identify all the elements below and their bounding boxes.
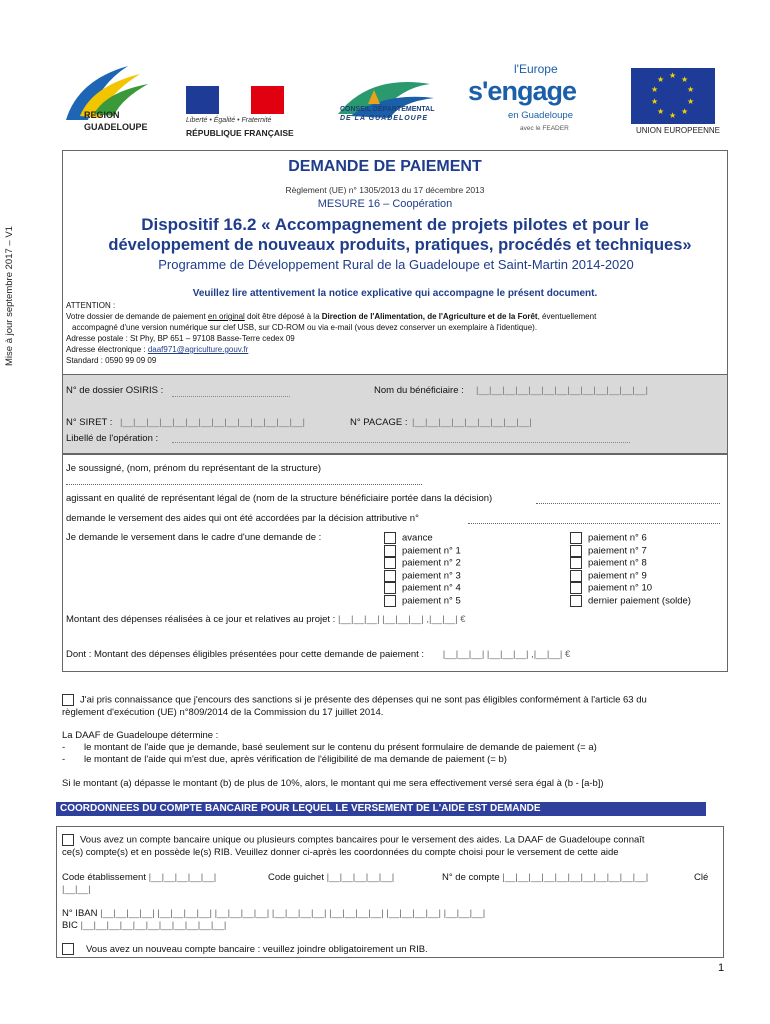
option-paiement-9[interactable]: paiement n° 9 [570, 570, 691, 583]
pacage-field[interactable]: |__|__|__|__|__|__|__|__|__| [412, 417, 532, 428]
attention-title: ATTENTION : [66, 301, 116, 310]
option-paiement-4[interactable]: paiement n° 4 [384, 582, 461, 595]
code-guichet-label: Code guichet |__|__|__|__|__| [268, 872, 395, 883]
bic-field[interactable]: |__|__|__|__|__|__|__|__|__|__|__| [80, 920, 227, 931]
programme-text: Programme de Développement Rural de la Guadeloupe et Saint-Martin 2014-2020 [158, 257, 634, 272]
regulation-text: Règlement (UE) n° 1305/2013 du 17 décembre 2013 [285, 185, 485, 195]
libelle-label: Libellé de l'opération : [66, 433, 159, 444]
checkbox[interactable] [384, 582, 396, 594]
dispositif-line2: développement de nouveaux produits, pratiques, procédés et techniques» [108, 236, 692, 254]
name-field[interactable] [66, 484, 422, 485]
europe-line3: en Guadeloupe [508, 110, 573, 121]
region-line1: REGION [84, 110, 120, 120]
daaf-block [62, 730, 730, 766]
attention-standard: Standard : 0590 99 09 09 [66, 356, 157, 365]
conseil-line1: CONSEIL DÉPARTEMENTAL [340, 106, 435, 113]
bank-unique-line2: ce(s) compte(s) et en possède le(s) RIB. Veuillez donner ci-après les coordonnées du compte choisi pour le versement de cette aide [62, 846, 619, 858]
amount1-label: Montant des dépenses réalisées à ce jour et relatives au projet : [66, 614, 336, 625]
rule-text: Si le montant (a) dépasse le montant (b) de plus de 10%, alors, le montant qui me sera effectivement versé sera égal à (b - [a-b]) [62, 778, 604, 789]
bic-row: BIC |__|__|__|__|__|__|__|__|__|__|__| [62, 920, 227, 931]
attention-block [66, 300, 726, 366]
checkbox[interactable] [570, 582, 582, 594]
checkbox[interactable] [570, 545, 582, 557]
option-paiement-10[interactable]: paiement n° 10 [570, 582, 691, 595]
code-guichet-field[interactable]: |__|__|__|__|__| [326, 872, 395, 883]
amount2-field[interactable]: |__|__|__| |__|__|__| ,|__|__| € [442, 649, 571, 660]
amount1-row [66, 614, 466, 626]
europe-line4: avec le FEADER [520, 125, 569, 132]
republique-name: RÉPUBLIQUE FRANÇAISE [186, 128, 294, 138]
code-etab-field-cont[interactable]: |__|__| [62, 884, 91, 895]
sanctions-line2: règlement d'exécution (UE) n°809/2014 de la Commission du 17 juillet 2014. [62, 706, 384, 718]
checkbox[interactable] [384, 545, 396, 557]
page-title: DEMANDE DE PAIEMENT [288, 158, 482, 175]
checkbox[interactable] [384, 557, 396, 569]
siret-label: N° SIRET : [66, 417, 113, 428]
checkbox[interactable] [570, 595, 582, 607]
option-paiement-1[interactable]: paiement n° 1 [384, 545, 461, 558]
europe-line1: l'Europe [514, 62, 558, 76]
siret-field[interactable]: |__|__|__|__|__|__|__|__|__|__|__|__|__|__| [120, 417, 305, 428]
checkbox[interactable] [62, 943, 74, 955]
libelle-field[interactable] [172, 442, 630, 443]
region-line2: GUADELOUPE [84, 122, 148, 132]
code-etab-field[interactable]: |__|__|__|__|__| [148, 872, 217, 883]
checkbox[interactable] [62, 694, 74, 706]
options-right [570, 532, 691, 607]
email-link[interactable]: daaf971@agriculture.gouv.fr [147, 345, 249, 354]
amount2-label: Dont : Montant des dépenses éligibles présentées pour cette demande de paiement : [66, 649, 425, 660]
daaf-bullet1: - le montant de l'aide que je demande, basé seulement sur le contenu du présent formulaire de demande de paiement (= a) [62, 742, 597, 753]
declaration-line1: Je soussigné, (nom, prénom du représentant de la structure) [66, 463, 322, 474]
checkbox[interactable] [384, 595, 396, 607]
sanctions-line1[interactable]: J'ai pris connaissance que j'encours des sanctions si je présente des dépenses qui ne sont pas éligibles conformément à l'article 63 du [62, 694, 730, 707]
region-guadeloupe-logo [58, 60, 154, 144]
side-version-label: Mise à jour septembre 2017 – V1 [4, 226, 15, 366]
declaration-line3: demande le versement des aides qui ont été accordées par la décision attributive n° [66, 513, 419, 524]
page-number: 1 [718, 962, 725, 974]
checkbox[interactable] [570, 570, 582, 582]
cle-label: Clé [694, 872, 709, 883]
option-paiement-6[interactable]: paiement n° 6 [570, 532, 691, 545]
num-compte-field[interactable]: |__|__|__|__|__|__|__|__|__|__|__| [502, 872, 649, 883]
osiris-label: N° de dossier OSIRIS : [66, 385, 164, 396]
code-etab-label: Code établissement |__|__|__|__|__| [62, 872, 217, 883]
bank-section-header: COORDONNEES DU COMPTE BANCAIRE POUR LEQUEL LE VERSEMENT DE L'AIDE EST DEMANDE [56, 802, 706, 816]
daaf-bullet2: - le montant de l'aide qui m'est due, après vérification de l'éligibilité de ma demande de paiement (= b) [62, 754, 507, 765]
amount1-field[interactable]: |__|__|__| |__|__|__| ,|__|__| € [337, 614, 466, 625]
osiris-field[interactable] [172, 385, 290, 397]
num-compte-label: N° de compte |__|__|__|__|__|__|__|__|__|__|__| [442, 872, 649, 883]
option-solde[interactable]: dernier paiement (solde) [570, 595, 691, 608]
beneficiary-label: Nom du bénéficiaire : [374, 385, 464, 396]
daaf-title: La DAAF de Guadeloupe détermine : [62, 730, 219, 741]
checkbox[interactable] [570, 532, 582, 544]
iban-field[interactable]: |__|__|__|__| |__|__|__|__| |__|__|__|__| |__|__|__|__| |__|__|__|__| |__|__|__|__| |__|__|__| [100, 908, 486, 919]
bank-unique-block [62, 834, 718, 859]
attention-email-row: Adresse électronique : daaf971@agriculture.gouv.fr [66, 345, 249, 354]
option-paiement-3[interactable]: paiement n° 3 [384, 570, 461, 583]
options-left [384, 532, 461, 607]
option-paiement-8[interactable]: paiement n° 8 [570, 557, 691, 570]
pacage-label: N° PACAGE : [350, 417, 408, 428]
checkbox[interactable] [384, 532, 396, 544]
request-label: Je demande le versement dans le cadre d'une demande de : [66, 532, 322, 543]
europe-line2: s'engage [468, 76, 576, 106]
option-paiement-5[interactable]: paiement n° 5 [384, 595, 461, 608]
structure-field[interactable] [536, 503, 720, 504]
amount2-row [66, 649, 570, 661]
conseil-departemental-logo [330, 74, 440, 136]
attention-address: Adresse postale : St Phy, BP 651 – 97108 Basse-Terre cedex 09 [66, 334, 295, 343]
conseil-emblem-icon [330, 74, 440, 120]
decision-field[interactable] [468, 523, 720, 524]
option-paiement-7[interactable]: paiement n° 7 [570, 545, 691, 558]
beneficiary-field[interactable]: |__|__|__|__|__|__|__|__|__|__|__|__|__| [476, 385, 648, 396]
eu-flag-icon: ★ ★ ★ ★ ★ ★ ★ ★ ★ ★ [631, 68, 715, 124]
sanctions-block [62, 694, 730, 719]
measure-text: MESURE 16 – Coopération [317, 198, 453, 210]
iban-row: N° IBAN |__|__|__|__| |__|__|__|__| |__|__|__|__| |__|__|__|__| |__|__|__|__| |__|__|__|__| |__|__|__| [62, 908, 486, 919]
attention-line1: Votre dossier de demande de paiement en original doit être déposé à la Direction de l'Alimentation, de l'Agriculture et de la Forêt, éventuellement [66, 312, 597, 321]
declaration-line2: agissant en qualité de représentant légal de (nom de la structure bénéficiaire portée dans la décision) [66, 493, 493, 504]
eu-label: UNION EUROPEENNE [636, 126, 721, 135]
europe-engage-logo [466, 62, 586, 140]
option-paiement-2[interactable]: paiement n° 2 [384, 557, 461, 570]
french-flag-icon [186, 86, 284, 114]
option-avance[interactable]: avance [384, 532, 461, 545]
attention-line2: accompagné d'une version numérique sur clef USB, sur CD-ROM ou via e-mail (vous devez conserver un exemplaire à l'identique). [72, 323, 538, 332]
bank-unique-line1[interactable]: Vous avez un compte bancaire unique ou plusieurs comptes bancaires pour le versement des aides. La DAAF de Guadeloupe connaît [62, 834, 718, 847]
checkbox[interactable] [570, 557, 582, 569]
checkbox[interactable] [62, 834, 74, 846]
new-account-row[interactable]: Vous avez un nouveau compte bancaire : veuillez joindre obligatoirement un RIB. [62, 943, 428, 956]
dispositif-line1: Dispositif 16.2 « Accompagnement de projets pilotes et pour le [141, 215, 649, 234]
checkbox[interactable] [384, 570, 396, 582]
conseil-line2: DE LA GUADELOUPE [340, 115, 429, 122]
republique-motto: Liberté • Égalité • Fraternité [186, 117, 272, 124]
notice-text: Veuillez lire attentivement la notice explicative qui accompagne le présent document. [192, 288, 598, 299]
